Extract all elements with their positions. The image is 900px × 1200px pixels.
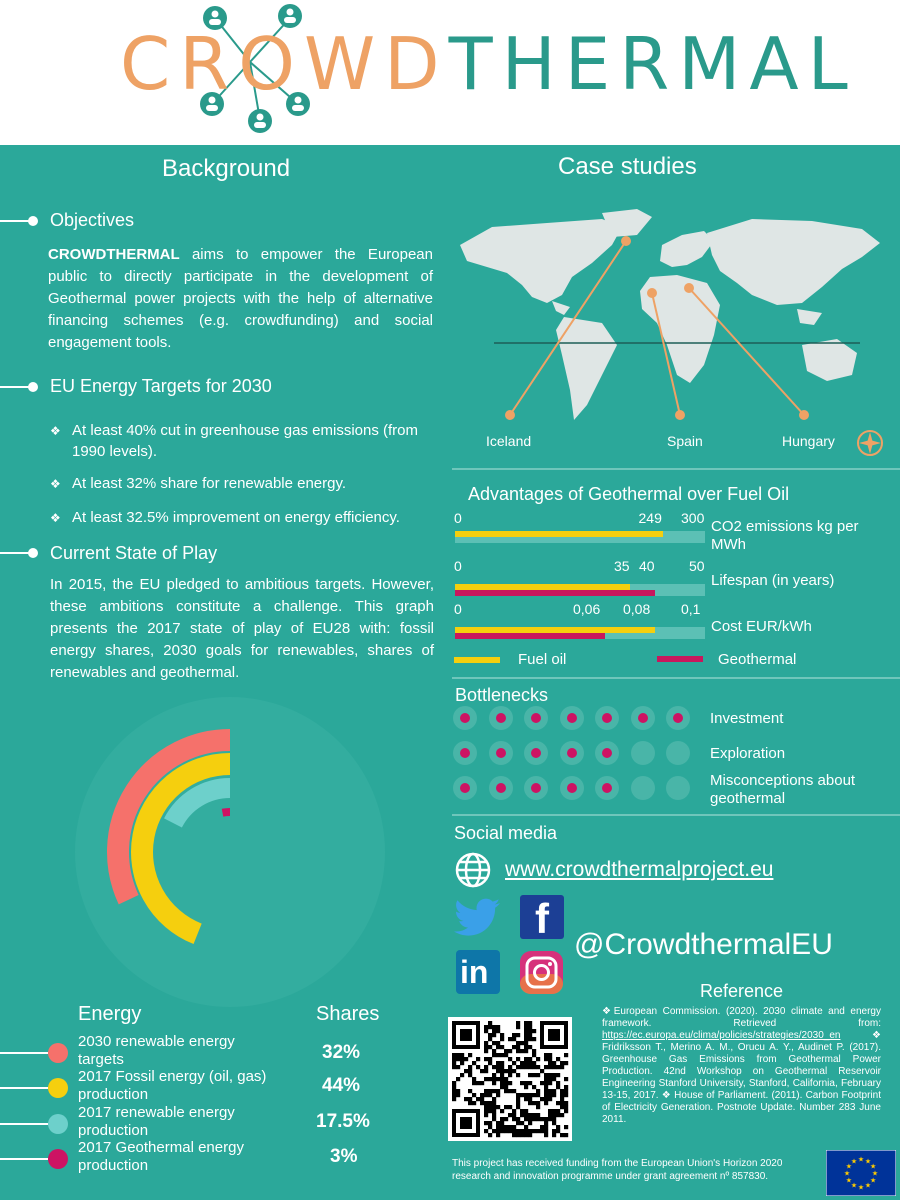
reference-title: Reference bbox=[700, 981, 784, 1001]
advantage-tick: 0 bbox=[454, 558, 462, 574]
legend-dot-fossil bbox=[48, 1078, 68, 1098]
objectives-marker bbox=[0, 220, 32, 222]
svg-text:★: ★ bbox=[869, 1177, 877, 1185]
geothermal-bar bbox=[455, 633, 605, 639]
advantage-bar-track bbox=[455, 627, 705, 639]
svg-text:★: ★ bbox=[857, 1184, 865, 1192]
legend-swatch-fuel-oil bbox=[454, 657, 500, 663]
advantages-title: Advantages of Geothermal over Fuel Oil bbox=[468, 484, 790, 504]
svg-text:★: ★ bbox=[864, 1182, 872, 1190]
svg-text:★: ★ bbox=[845, 1177, 853, 1185]
legend-line bbox=[0, 1052, 48, 1054]
bottleneck-dot bbox=[560, 706, 584, 730]
legend-line bbox=[0, 1087, 48, 1089]
energy-column-header: Energy bbox=[78, 1003, 142, 1025]
target-text: At least 32.5% improvement on energy efficiency. bbox=[72, 509, 400, 526]
svg-text:★: ★ bbox=[843, 1170, 851, 1178]
svg-text:★: ★ bbox=[845, 1163, 853, 1171]
energy-share: 17.5% bbox=[316, 1111, 370, 1132]
world-map bbox=[452, 205, 892, 455]
bottleneck-dot bbox=[560, 741, 584, 765]
bottleneck-dot bbox=[453, 741, 477, 765]
instagram-icon[interactable] bbox=[519, 950, 564, 995]
advantage-tick: 0 bbox=[454, 601, 462, 617]
bottleneck-dot bbox=[595, 776, 619, 800]
advantage-tick: 0,08 bbox=[623, 601, 651, 617]
advantage-bar-track bbox=[455, 531, 705, 543]
svg-text:★: ★ bbox=[864, 1158, 872, 1166]
globe-icon bbox=[454, 851, 492, 889]
reference-link[interactable]: https://ec.europa.eu/clima/policies/strategies/2030_en bbox=[602, 1030, 841, 1041]
state-text: In 2015, the EU pledged to ambitious targets. However, these ambitions constitute a challenge. This graph presents the 2017 state of play of EU28 with: fossil energy shares, 2030 goals for renewables, shares of renewables and geothermal. bbox=[50, 576, 434, 681]
europe bbox=[660, 231, 714, 267]
svg-text:★: ★ bbox=[850, 1158, 858, 1166]
energy-label: 2017 Fossil energy (oil, gas) production bbox=[78, 1068, 267, 1103]
bottleneck-label: Exploration bbox=[710, 745, 786, 762]
legend-dot-geothermal bbox=[48, 1149, 68, 1169]
objectives-heading: Objectives bbox=[50, 210, 135, 230]
advantage-tick: 249 bbox=[638, 510, 662, 526]
bottleneck-dot bbox=[631, 776, 655, 800]
target-item bbox=[50, 420, 434, 462]
location-label-iceland: Iceland bbox=[486, 433, 532, 449]
twitter-icon[interactable] bbox=[454, 898, 502, 938]
bottleneck-dot bbox=[631, 706, 655, 730]
svg-text:★: ★ bbox=[869, 1163, 877, 1171]
bottleneck-label: Investment bbox=[710, 710, 784, 727]
website-link[interactable]: www.crowdthermalproject.eu bbox=[505, 858, 774, 881]
bottleneck-dot bbox=[666, 741, 690, 765]
north-america bbox=[460, 219, 622, 303]
svg-text:★: ★ bbox=[850, 1182, 858, 1190]
funding-statement: This project has received funding from the European Union's Horizon 2020 research and innovation programme under grant agreement nº 857830. bbox=[452, 1158, 783, 1182]
advantage-tick: 40 bbox=[639, 558, 655, 574]
state-marker bbox=[0, 552, 32, 554]
qr-code[interactable] bbox=[448, 1017, 572, 1141]
location-label-spain: Spain bbox=[667, 433, 703, 449]
legend-geothermal: Geothermal bbox=[718, 651, 797, 668]
advantage-label: Lifespan (in years) bbox=[711, 572, 835, 589]
reference-text bbox=[602, 1006, 881, 1126]
advantage-tick: 35 bbox=[614, 558, 630, 574]
logo-crowd: CROWD bbox=[120, 22, 449, 106]
state-heading: Current State of Play bbox=[50, 543, 218, 563]
bottleneck-dot bbox=[560, 776, 584, 800]
advantage-label: Cost EUR/kWh bbox=[711, 618, 812, 635]
objectives-text bbox=[48, 244, 433, 354]
header bbox=[0, 0, 900, 145]
targets-list bbox=[50, 420, 434, 529]
divider bbox=[452, 677, 900, 679]
target-item bbox=[50, 473, 434, 495]
radial-bar-3 bbox=[223, 812, 230, 813]
target-text: At least 40% cut in greenhouse gas emissions (from 1990 levels). bbox=[72, 422, 419, 460]
bullet-icon: ❖ bbox=[50, 477, 61, 491]
background-title: Background bbox=[162, 155, 291, 182]
bottleneck-dot bbox=[595, 706, 619, 730]
bottleneck-dot bbox=[489, 776, 513, 800]
bottleneck-dot bbox=[524, 706, 548, 730]
divider bbox=[452, 814, 900, 816]
bottleneck-dot bbox=[489, 741, 513, 765]
energy-share: 3% bbox=[330, 1146, 358, 1167]
bottleneck-dot bbox=[631, 741, 655, 765]
bottleneck-dot bbox=[666, 776, 690, 800]
legend-dot-renewable-production bbox=[48, 1114, 68, 1134]
bottleneck-dot bbox=[453, 706, 477, 730]
fuel-oil-bar bbox=[455, 627, 655, 633]
advantage-tick: 50 bbox=[689, 558, 705, 574]
svg-text:★: ★ bbox=[857, 1156, 865, 1164]
geothermal-bar bbox=[455, 590, 655, 596]
advantage-tick: 0 bbox=[454, 510, 462, 526]
advantage-label: CO2 emissions kg per MWh bbox=[711, 518, 859, 553]
targets-marker bbox=[0, 386, 32, 388]
australia bbox=[802, 339, 857, 381]
legend-dot-renewable-target bbox=[48, 1043, 68, 1063]
energy-label: 2030 renewable energy targets bbox=[78, 1033, 235, 1068]
logo-wordmark bbox=[120, 22, 857, 106]
bottleneck-dot bbox=[595, 741, 619, 765]
legend-swatch-geothermal bbox=[657, 656, 703, 662]
advantage-tick: 300 bbox=[681, 510, 705, 526]
divider bbox=[452, 468, 900, 470]
qr-code-pattern bbox=[448, 1017, 572, 1141]
location-label-hungary: Hungary bbox=[782, 433, 835, 449]
bottleneck-dot bbox=[524, 776, 548, 800]
logo-thermal: THERMAL bbox=[448, 22, 857, 106]
social-media-title: Social media bbox=[454, 823, 558, 843]
social-handle[interactable]: @CrowdthermalEU bbox=[574, 928, 833, 961]
reference-entry: ❖ Fridriksson T., Merino A. M., Orucu A. Y., Audinet P. (2017). Greenhouse Gas Emissions from Geothermal Power Production. 42nd Workshop on Geothermal Reservoir Engineering Stanford University, Stanford, California, February 13-15, 2017. ❖ House of Parliament. (2011). Carbon Footprint of Electricity Generation. Postnote Update. Number 283 June 2011. bbox=[602, 1030, 881, 1125]
legend-line bbox=[0, 1123, 48, 1125]
bottleneck-label: Misconceptions about geothermal bbox=[710, 772, 856, 807]
target-item bbox=[50, 507, 434, 529]
fuel-oil-bar bbox=[455, 584, 630, 590]
radial-bar-chart bbox=[75, 697, 385, 1007]
advantage-tick: 0,1 bbox=[681, 601, 701, 617]
target-text: At least 32% share for renewable energy. bbox=[72, 475, 347, 492]
advantage-bar-track bbox=[455, 584, 705, 596]
legend-line bbox=[0, 1158, 48, 1160]
bottleneck-dot bbox=[524, 741, 548, 765]
bullet-icon: ❖ bbox=[50, 424, 61, 438]
legend-fuel-oil: Fuel oil bbox=[518, 651, 567, 668]
advantage-tick: 0,06 bbox=[573, 601, 601, 617]
indonesia bbox=[797, 309, 822, 325]
shares-column-header: Shares bbox=[316, 1003, 380, 1025]
case-studies-title: Case studies bbox=[558, 153, 697, 180]
fuel-oil-bar bbox=[455, 531, 663, 537]
linkedin-icon[interactable]: in bbox=[456, 950, 500, 994]
objectives-body: aims to empower the European public to directly participate in the development of Geothermal power projects with the help of alternative financing schemes (e.g. crowdfunding) and social engagement tools. bbox=[48, 246, 433, 351]
bottleneck-dot bbox=[666, 706, 690, 730]
bottleneck-dot bbox=[453, 776, 477, 800]
central-america bbox=[552, 301, 570, 315]
energy-share: 44% bbox=[322, 1075, 361, 1096]
eu-flag-icon bbox=[826, 1150, 896, 1196]
brand-name: CROWDTHERMAL bbox=[48, 246, 180, 263]
svg-text:★: ★ bbox=[871, 1170, 879, 1178]
bullet-icon: ❖ bbox=[50, 511, 61, 525]
bottlenecks-title: Bottlenecks bbox=[455, 685, 549, 705]
energy-label: 2017 Geothermal energy production bbox=[78, 1139, 244, 1174]
energy-share: 32% bbox=[322, 1042, 361, 1063]
compass-icon bbox=[856, 429, 884, 457]
energy-label: 2017 renewable energy production bbox=[78, 1104, 235, 1139]
targets-heading: EU Energy Targets for 2030 bbox=[50, 376, 272, 396]
reference-entry: ❖European Commission. (2020). 2030 climate and energy framework. Retrieved from: bbox=[602, 1006, 881, 1029]
bottleneck-dot bbox=[489, 706, 513, 730]
asia bbox=[707, 219, 880, 305]
facebook-icon[interactable]: f bbox=[520, 895, 564, 939]
